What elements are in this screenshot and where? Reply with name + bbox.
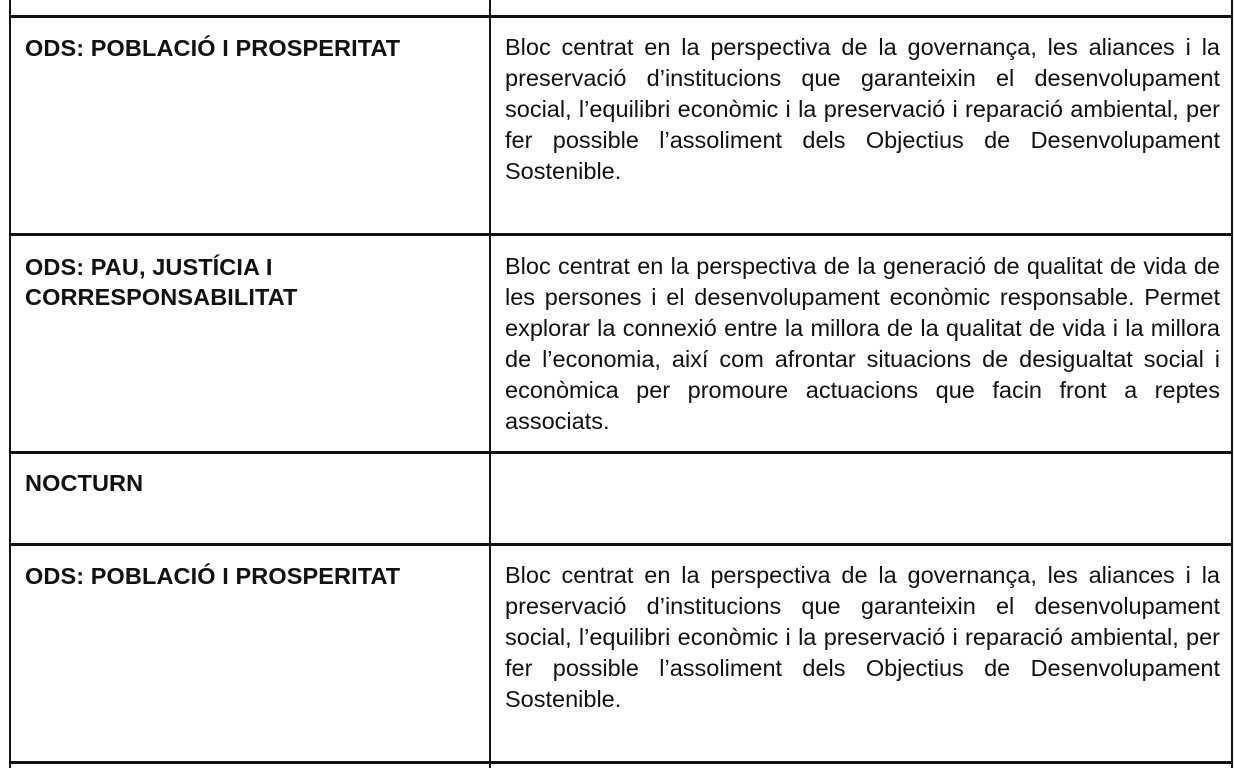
row-label-poblacio-prosperitat: ODS: POBLACIÓ I PROSPERITAT	[25, 35, 401, 61]
table-row-divider	[9, 543, 1233, 546]
row-label-pau-justicia: ODS: PAU, JUSTÍCIA I CORRESPONSABILITAT	[25, 254, 298, 310]
table-column-divider	[489, 0, 491, 768]
table-border-left	[9, 0, 11, 768]
row-description-pau-justicia: Bloc centrat en la perspectiva de la generació de qualitat de vida de les persones i el desenvolupament econòmic responsable. Permet explorar la connexió entre la millora de la qualitat de vida i la millora de l’economia, així com afrontar situacions de desigualtat social i econòmica per promoure actuacions que facin front a reptes associats.	[505, 253, 1220, 434]
table-row-divider	[9, 761, 1233, 764]
table-row-divider	[9, 15, 1233, 18]
table-row-divider	[9, 451, 1233, 454]
row-description-poblacio-prosperitat: Bloc centrat en la perspectiva de la governança, les aliances i la preservació d’institucions que garanteixin el desenvolupament social, l’equilibri econòmic i la preservació i reparació ambiental, per fer possible l’assoliment dels Objectius de Desenvolupament Sostenible.	[505, 34, 1220, 184]
table-border-right	[1231, 0, 1233, 768]
table-row-divider	[9, 233, 1233, 236]
row-description-poblacio-prosperitat-2: Bloc centrat en la perspectiva de la governança, les aliances i la preservació d’institucions que garanteixin el desenvolupament social, l’equilibri econòmic i la preservació i reparació ambiental, per fer possible l’assoliment dels Objectius de Desenvolupament Sostenible.	[505, 562, 1220, 712]
row-label-poblacio-prosperitat-2: ODS: POBLACIÓ I PROSPERITAT	[25, 563, 401, 589]
row-label-nocturn: NOCTURN	[25, 470, 144, 496]
